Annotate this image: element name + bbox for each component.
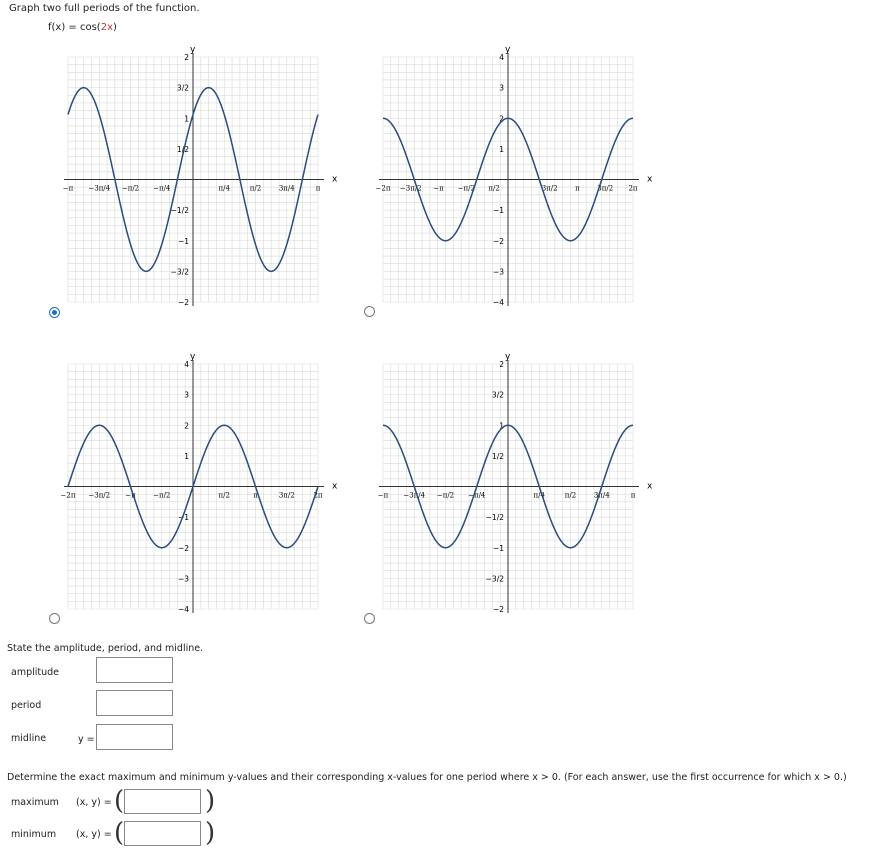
y-tick-label: −3/2 bbox=[485, 574, 504, 584]
x-tick-label: π bbox=[575, 184, 580, 193]
maximum-input[interactable] bbox=[124, 789, 201, 814]
x-tick-label: −π bbox=[125, 491, 136, 500]
y-tick-label: 3/2 bbox=[176, 83, 189, 93]
y-tick-label: 2 bbox=[184, 421, 189, 431]
graph-option-b bbox=[365, 45, 653, 318]
y-tick-label: −4 bbox=[492, 298, 504, 307]
x-tick-label: 3π/4 bbox=[593, 491, 610, 500]
radio-graph-d[interactable] bbox=[364, 613, 375, 624]
y-tick-label: 3/2 bbox=[491, 390, 504, 400]
x-tick-label: −3π/4 bbox=[88, 184, 111, 193]
function-lhs: f(x) = cos( bbox=[48, 22, 101, 33]
x-tick-label: 3π/2 bbox=[278, 491, 295, 500]
y-tick-label: 2 bbox=[499, 360, 504, 369]
y-tick-label: −3/2 bbox=[170, 267, 189, 277]
function-argument: 2x bbox=[100, 22, 113, 33]
graph-svg bbox=[50, 352, 338, 622]
x-tick-label: π/2 bbox=[249, 184, 262, 193]
y-axis-label: y bbox=[505, 45, 511, 55]
graph-option-c bbox=[50, 352, 338, 625]
y-tick-label: 1 bbox=[184, 114, 189, 124]
y-tick-label: −1/2 bbox=[170, 206, 189, 216]
graph-svg bbox=[50, 45, 338, 315]
graph-svg bbox=[365, 45, 653, 315]
y-tick-label: 1/2 bbox=[176, 144, 189, 154]
x-axis-label: x bbox=[332, 174, 338, 185]
y-axis-label: y bbox=[190, 45, 196, 55]
y-tick-label: −1 bbox=[492, 206, 504, 216]
radio-graph-b[interactable] bbox=[364, 306, 375, 317]
y-tick-label: −1 bbox=[492, 543, 504, 553]
graph-svg bbox=[365, 352, 653, 622]
period-input[interactable] bbox=[96, 690, 173, 716]
x-tick-label: −π/2 bbox=[153, 491, 171, 500]
x-tick-label: −2π bbox=[375, 184, 391, 193]
y-tick-label: −2 bbox=[492, 605, 504, 614]
y-tick-label: −1/2 bbox=[485, 513, 504, 523]
x-tick-label: −π bbox=[62, 184, 74, 193]
x-tick-label: −π/2 bbox=[457, 184, 475, 193]
part2-prompt: State the amplitude, period, and midline. bbox=[7, 643, 204, 654]
y-tick-label: 2 bbox=[184, 53, 189, 62]
x-tick-label: π/4 bbox=[218, 184, 230, 193]
y-tick-label: 4 bbox=[184, 360, 189, 369]
midline-label: midline bbox=[11, 733, 47, 744]
y-tick-label: 3 bbox=[184, 390, 189, 400]
x-tick-label: π/2 bbox=[218, 491, 230, 500]
y-tick-label: 2 bbox=[499, 114, 504, 124]
amplitude-input[interactable] bbox=[96, 657, 173, 683]
midline-input[interactable] bbox=[96, 724, 173, 750]
x-tick-label: −π/2 bbox=[121, 184, 140, 193]
maximum-open-paren: ( bbox=[114, 786, 125, 816]
y-tick-label: −4 bbox=[177, 605, 189, 614]
x-tick-label: −3π/2 bbox=[399, 184, 422, 193]
x-tick-label: π bbox=[315, 184, 321, 193]
x-tick-label: π/2 bbox=[488, 184, 500, 193]
x-tick-label: π/2 bbox=[564, 491, 577, 500]
y-tick-label: 1 bbox=[499, 144, 504, 154]
graph-option-d bbox=[365, 352, 653, 625]
period-label: period bbox=[11, 700, 42, 711]
y-axis-label: y bbox=[505, 352, 511, 362]
x-tick-label: −π bbox=[433, 184, 444, 193]
minimum-xy-prefix: (x, y) = bbox=[76, 829, 112, 840]
y-tick-label: 1/2 bbox=[491, 451, 504, 461]
x-tick-label: 2π bbox=[628, 184, 638, 193]
y-tick-label: −1 bbox=[177, 513, 189, 523]
y-tick-label: 4 bbox=[499, 53, 504, 62]
minimum-close-paren: ) bbox=[205, 818, 216, 848]
minimum-open-paren: ( bbox=[114, 818, 125, 848]
part3-prompt: Determine the exact maximum and minimum y-values and their corresponding x-values for one period where x > 0. (For each answer, use the first occurrence for which x > 0.) bbox=[7, 772, 847, 783]
x-tick-label: 3π/2 bbox=[597, 184, 614, 193]
y-tick-label: 1 bbox=[184, 451, 189, 461]
x-tick-label: −π/4 bbox=[153, 184, 171, 193]
y-tick-label: −3 bbox=[177, 574, 189, 584]
x-tick-label: π bbox=[630, 491, 636, 500]
amplitude-label: amplitude bbox=[11, 667, 60, 678]
radio-graph-c[interactable] bbox=[49, 613, 60, 624]
y-tick-label: −1 bbox=[177, 236, 189, 246]
x-tick-label: 3π/2 bbox=[541, 184, 558, 193]
x-tick-label: 2π bbox=[313, 491, 323, 500]
midline-prefix: y = bbox=[78, 734, 95, 745]
x-axis-label: x bbox=[332, 481, 338, 492]
radio-graph-a[interactable] bbox=[49, 307, 60, 318]
y-tick-label: −2 bbox=[177, 298, 189, 307]
y-tick-label: −2 bbox=[492, 236, 504, 246]
x-axis-label: x bbox=[647, 174, 653, 185]
y-axis-label: y bbox=[190, 352, 196, 362]
x-tick-label: π bbox=[253, 491, 258, 500]
y-tick-label: −2 bbox=[177, 543, 189, 553]
y-tick-label: 3 bbox=[499, 83, 504, 93]
maximum-close-paren: ) bbox=[205, 786, 216, 816]
minimum-input[interactable] bbox=[124, 821, 201, 846]
y-tick-label: −3 bbox=[492, 267, 504, 277]
maximum-xy-prefix: (x, y) = bbox=[76, 797, 112, 808]
minimum-label: minimum bbox=[11, 829, 57, 840]
x-tick-label: −3π/4 bbox=[403, 491, 426, 500]
question-prompt: Graph two full periods of the function. bbox=[9, 3, 200, 14]
x-axis-label: x bbox=[647, 481, 653, 492]
y-tick-label: 1 bbox=[499, 421, 504, 431]
x-tick-label: −π/4 bbox=[468, 491, 486, 500]
function-rhs: ) bbox=[113, 22, 117, 33]
x-tick-label: −2π bbox=[60, 491, 76, 500]
maximum-label: maximum bbox=[11, 797, 59, 808]
x-tick-label: −π/2 bbox=[436, 491, 455, 500]
x-tick-label: −3π/2 bbox=[88, 491, 111, 500]
x-tick-label: −π bbox=[377, 491, 389, 500]
function-definition bbox=[48, 22, 117, 33]
graph-option-a bbox=[50, 45, 338, 318]
x-tick-label: π/4 bbox=[533, 491, 545, 500]
x-tick-label: 3π/4 bbox=[278, 184, 295, 193]
